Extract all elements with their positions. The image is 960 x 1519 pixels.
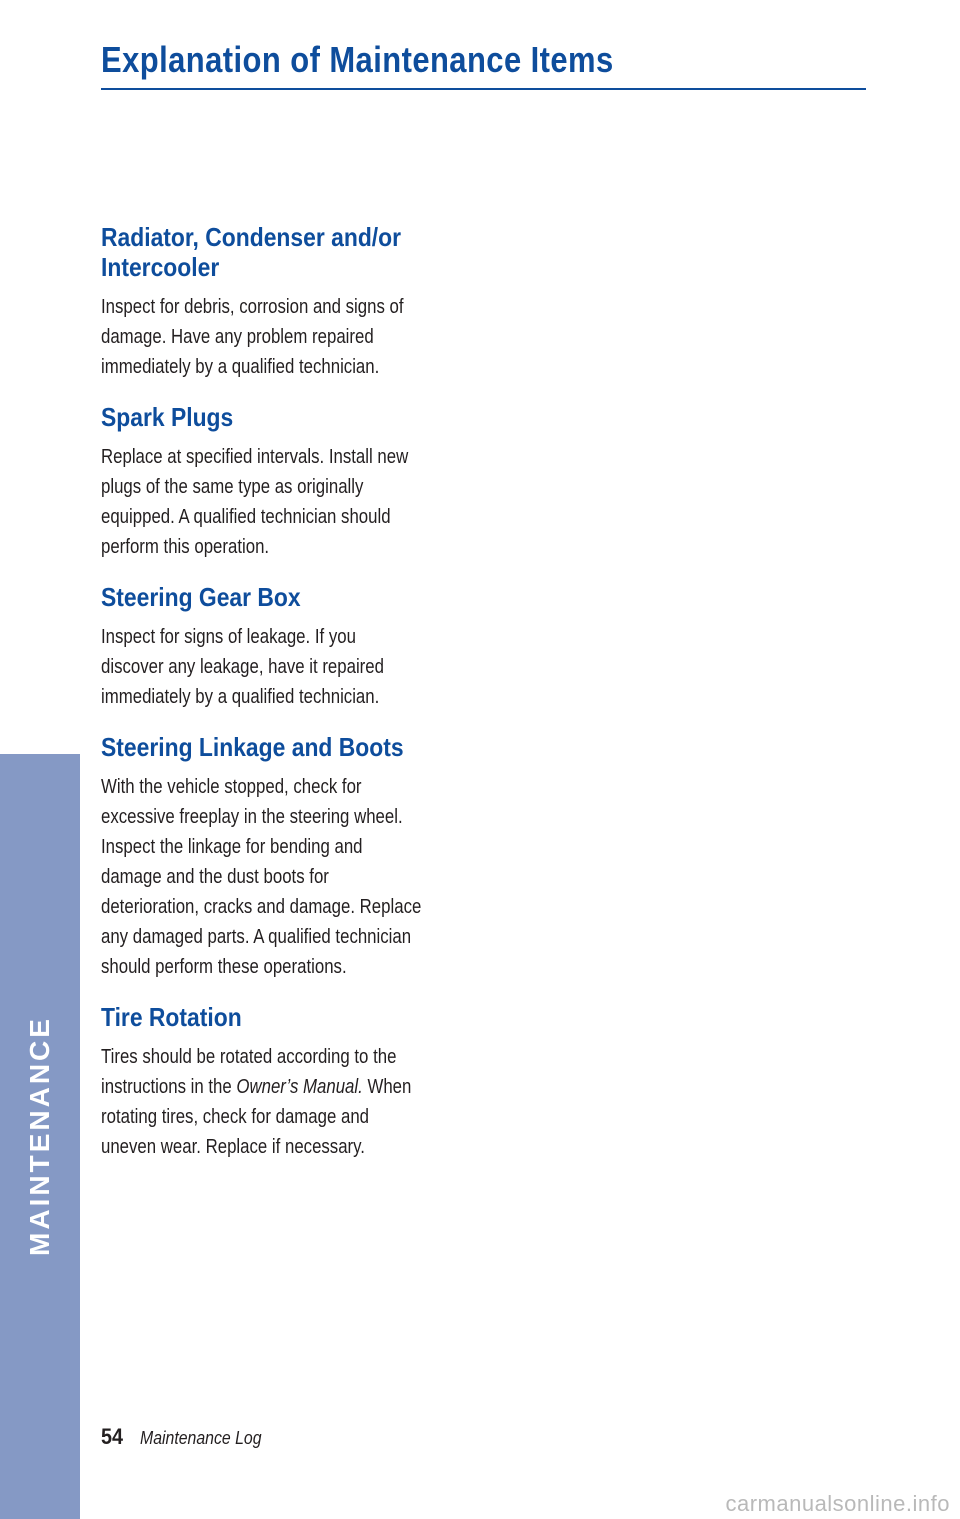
body-line: deterioration, cracks and damage. Replace	[101, 896, 422, 918]
heading-line: Steering Gear Box	[101, 582, 301, 612]
footer-section-label: Maintenance Log	[139, 1428, 262, 1448]
section-body	[101, 292, 481, 382]
body-line: Inspect for signs of leakage. If you	[101, 626, 356, 648]
body-line: plugs of the same type as originally	[101, 476, 364, 498]
heading-line: Spark Plugs	[101, 402, 234, 432]
body-line: Inspect for debris, corrosion and signs of	[101, 296, 404, 318]
body-line	[101, 1072, 420, 1102]
body-line: equipped. A qualified technician should	[101, 506, 391, 528]
body-line: should perform these operations.	[101, 956, 347, 978]
section-body	[101, 442, 481, 562]
body-text: When	[362, 1076, 412, 1098]
body-text: instructions in the	[101, 1076, 237, 1098]
page-number: 54	[101, 1424, 124, 1449]
section-body	[101, 1042, 481, 1162]
heading-line: Intercooler	[101, 252, 220, 282]
section-heading	[101, 582, 435, 612]
body-line: uneven wear. Replace if necessary.	[101, 1136, 365, 1158]
body-line: rotating tires, check for damage and	[101, 1106, 370, 1128]
body-line: Replace at specified intervals. Install new	[101, 446, 409, 468]
body-line: immediately by a qualified technician.	[101, 356, 380, 378]
section-heading	[101, 732, 435, 762]
section-spark-plugs	[101, 402, 481, 562]
heading-line: Steering Linkage and Boots	[101, 732, 404, 762]
main-content	[101, 222, 481, 1182]
body-line: With the vehicle stopped, check for	[101, 776, 362, 798]
section-steering-gear-box	[101, 582, 481, 712]
section-tire-rotation	[101, 1002, 481, 1162]
section-heading	[101, 1002, 435, 1032]
body-line: excessive freeplay in the steering wheel.	[101, 806, 403, 828]
body-line: any damaged parts. A qualified technician	[101, 926, 412, 948]
side-tab-label: MAINTENANCE	[24, 1016, 55, 1256]
body-line: perform this operation.	[101, 536, 270, 558]
title-divider	[101, 88, 866, 90]
section-body	[101, 622, 481, 712]
body-line: discover any leakage, have it repaired	[101, 656, 384, 678]
section-heading	[101, 222, 435, 282]
section-radiator	[101, 222, 481, 382]
section-steering-linkage	[101, 732, 481, 982]
body-line: Tires should be rotated according to the	[101, 1046, 397, 1068]
body-line: Inspect the linkage for bending and	[101, 836, 363, 858]
section-body	[101, 772, 481, 982]
body-line: damage. Have any problem repaired	[101, 326, 374, 348]
manual-reference: Owner’s Manual.	[236, 1076, 363, 1098]
watermark: carmanualsonline.info	[725, 1491, 950, 1516]
heading-line: Radiator, Condenser and/or	[101, 222, 402, 252]
body-line: immediately by a qualified technician.	[101, 686, 380, 708]
page-footer	[101, 1424, 278, 1454]
body-line: damage and the dust boots for	[101, 866, 329, 888]
page-title: Explanation of Maintenance Items	[101, 39, 614, 80]
heading-line: Tire Rotation	[101, 1002, 242, 1032]
section-heading	[101, 402, 435, 432]
